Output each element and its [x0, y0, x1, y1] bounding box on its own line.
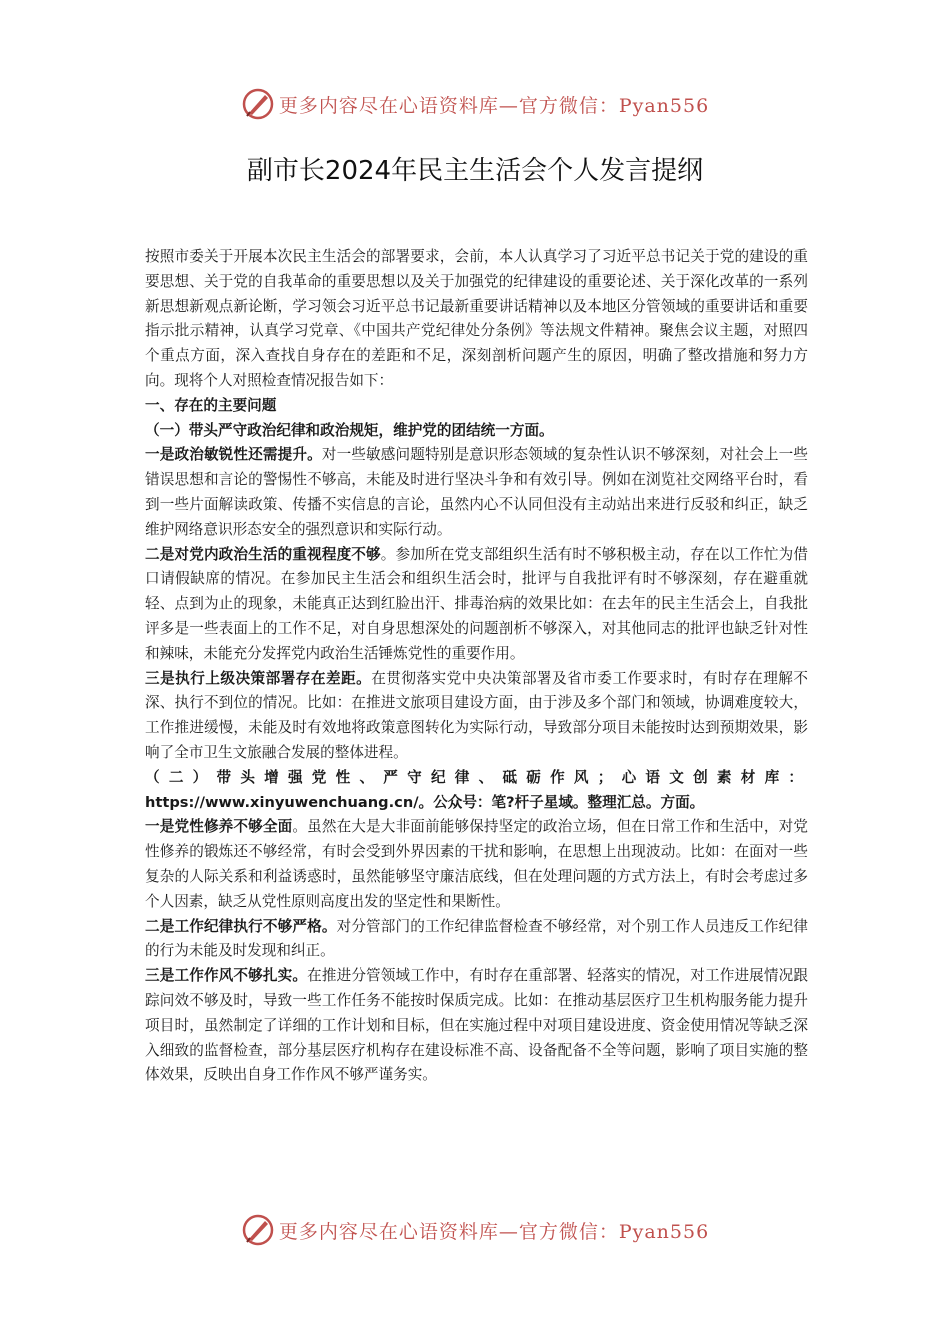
paragraph-lead: 三是工作作风不够扎实。 [145, 967, 308, 985]
paragraph [145, 815, 808, 914]
intro-paragraph: 按照市委关于开展本次民主生活会的部署要求，会前，本人认真学习了习近平总书记关于党的建设的重要思想、关于党的自我革命的重要思想以及关于加强党的纪律建设的重要论述、关于深化改革的一系列新思想新观点新论断，学习领会习近平总书记最新重要讲话精神以及本地区分管领域的重要讲话和重要指示批示精神，认真学习党章、《中国共产党纪律处分条例》等法规文件精神。聚焦会议主题，对照四个重点方面，深入查找自身存在的差距和不足，深刻剖析问题产生的原因，明确了整改措施和努力方向。现将个人对照检查情况报告如下： [145, 248, 808, 389]
banner-text: 更多内容尽在心语资料库—官方微信：Pyan556 [278, 1220, 710, 1243]
subsection-heading-part1: （二）带头增强党性、严守纪律、砥砺作风；心语文创素材库： [145, 768, 808, 786]
paragraph-text: 对分管部门的工作纪律监督检查不够经常，对个别工作人员违反工作纪律的行为未能及时发现和纠正。 [145, 917, 808, 960]
paragraph [145, 964, 808, 1088]
subsection-heading: （一）带头严守政治纪律和政治规矩，维护党的团结统一方面。 [145, 421, 554, 439]
paragraph-lead: 二是对党内政治生活的重视程度不够 [145, 545, 381, 563]
paragraph-text: 。虽然在大是大非面前能够保持坚定的政治立场，但在日常工作和生活中，对党性修养的锻炼还不够经常，有时会受到外界因素的干扰和影响，在思想上出现波动。比如：在面对一些复杂的人际关系和利益诱惑时，虽然能够坚守廉洁底线，但在处理问题的方式方法上，有时会考虑过多个人因素，缺乏从党性原则高度出发的坚定性和果断性。 [145, 818, 808, 910]
paragraph-lead: 一是党性修养不够全面 [145, 818, 293, 836]
paragraph-text: 在推进分管领域工作中，有时存在重部署、轻落实的情况，对工作进展情况跟踪问效不够及时，导致一些工作任务不能按时保质完成。比如：在推动基层医疗卫生机构服务能力提升项目时，虽然制定了详细的工作计划和目标，但在实施过程中对项目建设进度、资金使用情况等缺乏深入细致的监督检查，部分基层医疗机构存在建设标准不高、设备配备不全等问题，影响了项目实施的整体效果，反映出自身工作作风不够严谨务实。 [145, 967, 808, 1084]
quill-pen-logo-icon [241, 87, 275, 121]
paragraph-text: 。参加所在党支部组织生活有时不够积极主动，存在以工作忙为借口请假缺席的情况。在参加民主生活会和组织生活会时，批评与自我批评有时不够深刻，存在避重就轻、点到为止的现象，未能真正达到红脸出汗、排毒治病的效果比如：在去年的民主生活会上，自我批评多是一些表面上的工作不足，对自身思想深处的问题剖析不够深入，对其他同志的批评也缺乏针对性和辣味，未能充分发挥党内政治生活锤炼党性的重要作用。 [145, 545, 808, 662]
paragraph [145, 443, 808, 542]
paragraph-lead: 一是政治敏锐性还需提升。 [145, 446, 322, 464]
paragraph-text: 对一些敏感问题特别是意识形态领域的复杂性认识不够深刻，对社会上一些错误思想和言论的警惕性不够高，未能及时进行坚决斗争和有效引导。例如在浏览社交网络平台时，看到一些片面解读政策、传播不实信息的言论，虽然内心不认同但没有主动站出来进行反驳和纠正，缺乏维护网络意识形态安全的强烈意识和实际行动。 [145, 446, 808, 538]
header-banner [0, 84, 950, 124]
paragraph-lead: 二是工作纪律执行不够严格。 [145, 917, 337, 935]
paragraph [145, 543, 808, 667]
paragraph [145, 915, 808, 965]
section-heading: 一、存在的主要问题 [145, 396, 277, 414]
document-title: 副市长2024年民主生活会个人发言提纲 [246, 156, 704, 186]
subsection-heading [145, 766, 808, 816]
quill-pen-logo-icon [241, 1213, 275, 1247]
paragraph-text: 在贯彻落实党中央决策部署及省市委工作要求时，有时存在理解不深、执行不到位的情况。比如：在推进文旅项目建设方面，由于涉及多个部门和领域，协调难度较大，工作推进缓慢，未能及时有效地将政策意图转化为实际行动，导致部分项目未能按时达到预期效果，影响了全市卫生文旅融合发展的整体进程。 [145, 669, 808, 761]
document-body [145, 245, 808, 1088]
banner-text: 更多内容尽在心语资料库—官方微信：Pyan556 [278, 94, 710, 117]
subsection-heading-part2: https://www.xinyuwenchuang.cn/。公众号：笔?杆子星域。整理汇总。方面。 [145, 793, 705, 811]
footer-banner [0, 1210, 950, 1250]
paragraph [145, 667, 808, 766]
paragraph-lead: 三是执行上级决策部署存在差距。 [145, 669, 372, 687]
